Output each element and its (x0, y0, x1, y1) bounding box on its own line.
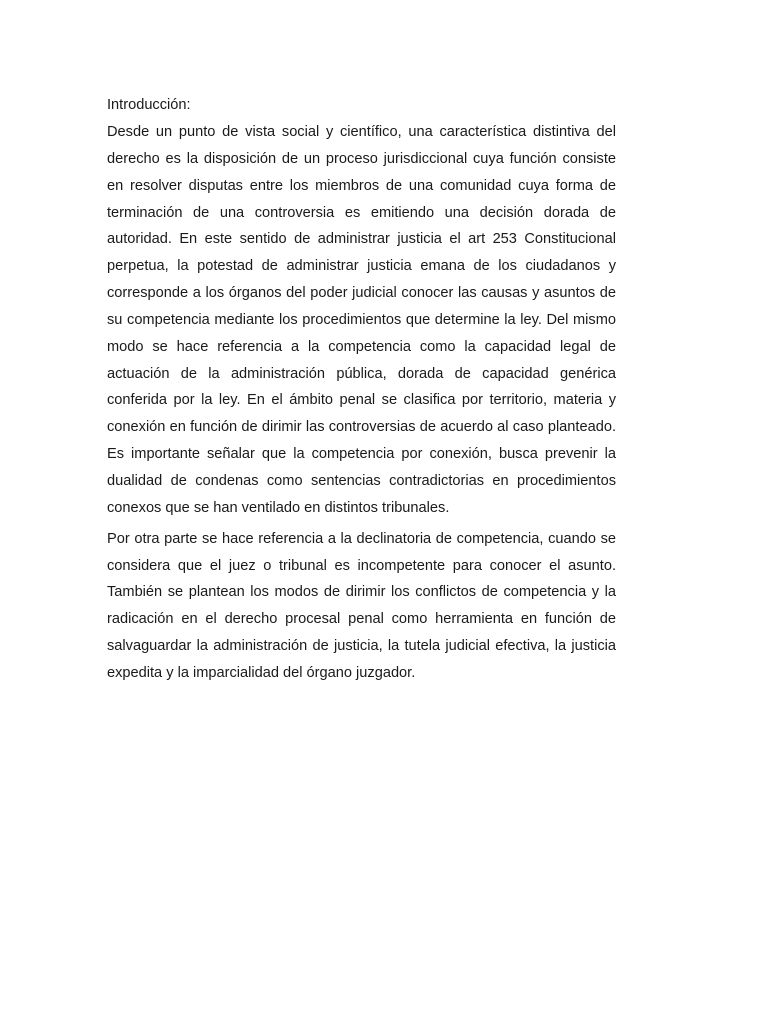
section-heading: Introducción: (107, 97, 191, 113)
paragraph-2: Por otra parte se hace referencia a la declinatoria de competencia, cuando se considera que el juez o tribunal es incompetente para conocer el asunto. También se plantean los modos de dirimir los conflictos de competencia y la radicación en el derecho procesal penal como herramienta en función de salvaguardar la administración de justicia, la tutela judicial efectiva, la justicia expedita y la imparcialidad del órgano juzgador. (107, 530, 616, 681)
paragraph-1: Desde un punto de vista social y científico, una característica distintiva del derecho es la disposición de un proceso jurisdiccional cuya función consiste en resolver disputas entre los miembros de una comunidad cuya forma de terminación de una controversia es emitiendo una decisión dorada de autoridad. En este sentido de administrar justicia el art 253 Constitucional perpetua, la potestad de administrar justicia emana de los ciudadanos y corresponde a los órganos del poder judicial conocer las causas y asuntos de su competencia mediante los procedimientos que determine la ley. Del mismo modo se hace referencia a la competencia como la capacidad legal de actuación de la administración pública, dorada de capacidad genérica conferida por la ley. En el ámbito penal se clasifica por territorio, materia y conexión en función de dirimir las controversias de acuerdo al caso planteado. Es importante señalar que la competencia por conexión, busca prevenir la dualidad de condenas como sentencias contradictorias en procedimientos conexos que se han ventilado en distintos tribunales. (107, 124, 616, 516)
document-body (107, 95, 616, 691)
